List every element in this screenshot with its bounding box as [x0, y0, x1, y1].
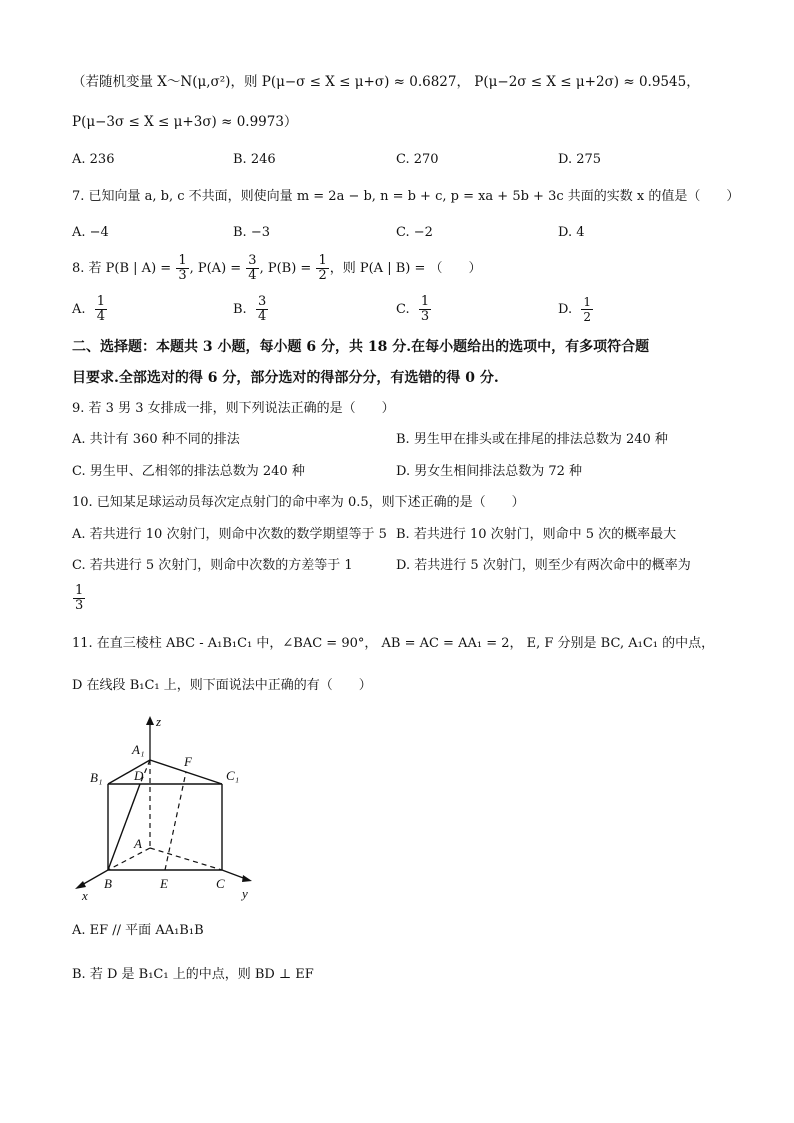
q9-option-a: A. 共计有 360 种不同的排法 [72, 432, 240, 447]
q8-f1-numerator: 1 [178, 253, 187, 268]
q7-stem: 7. 已知向量 a, b, c 不共面，则使向量 m = 2a − b, n = b + c, p = xa + 5b + 3c 共面的实数 x 的值是（ ） [72, 189, 740, 204]
q10-option-a: A. 若共进行 10 次射门，则命中次数的数学期望等于 5 [72, 527, 387, 542]
label-c1: C₁ [226, 768, 240, 783]
label-c: C [216, 876, 225, 891]
q8-option-b-fraction [256, 295, 268, 324]
q8-option-a-label: A. [72, 302, 86, 317]
q10-stem: 10. 已知某足球运动员每次定点射门的命中率为 0.5，则下述正确的是（ ） [72, 495, 525, 510]
q6-note-line2: P(μ−3σ ≤ X ≤ μ+3σ) ≈ 0.9973） [72, 114, 298, 130]
q8-f2-denominator: 4 [248, 268, 257, 283]
q8-c-denominator: 3 [420, 309, 430, 324]
label-e: E [160, 876, 168, 891]
q9-option-c: C. 男生甲、乙相邻的排法总数为 240 种 [72, 464, 305, 479]
q10-option-d: D. 若共进行 5 次射门，则至少有两次命中的概率为 [396, 558, 691, 573]
q8-option-d [558, 293, 594, 327]
q8-stem-mid2: , P(B) = [259, 261, 316, 276]
q10-d-denominator: 3 [75, 598, 84, 613]
q8-fraction-1 [176, 254, 188, 283]
q10-d-numerator: 1 [75, 583, 84, 598]
q8-option-b-label: B. [233, 302, 247, 317]
label-b: B [104, 876, 112, 891]
q11-line1: 11. 在直三棱柱 ABC - A₁B₁C₁ 中，∠BAC = 90°， AB = AC = AA₁ = 2， E, F 分别是 BC, A₁C₁ 的中点， [72, 636, 715, 651]
section2-heading-line2: 目要求.全部选对的得 6 分，部分选对的得部分分，有选错的得 0 分. [72, 370, 499, 386]
q10-d-frac [73, 584, 85, 613]
q11-line2: D 在线段 B₁C₁ 上，则下面说法中正确的有（ ） [72, 678, 372, 693]
q10-option-b: B. 若共进行 10 次射门，则命中 5 次的概率最大 [396, 527, 677, 542]
q8-option-a-fraction [95, 295, 107, 324]
q8-stem-mid1: , P(A) = [189, 261, 246, 276]
q8-option-c [396, 293, 432, 327]
q10-option-c: C. 若共进行 5 次射门，则命中次数的方差等于 1 [72, 558, 353, 573]
q6-option-c: C. 270 [396, 152, 439, 167]
q9-stem: 9. 若 3 男 3 女排成一排，则下列说法正确的是（ ） [72, 401, 395, 416]
q8-f3-denominator: 2 [318, 268, 327, 283]
q8-f3-numerator: 1 [318, 253, 327, 268]
q6-option-b: B. 246 [233, 152, 276, 167]
section2-heading-line1: 二、选择题：本题共 3 小题，每小题 6 分，共 18 分.在每小题给出的选项中，有多项符合题 [72, 339, 650, 355]
q8-option-d-label: D. [558, 302, 573, 317]
q8-stem-post: ，则 P(A | B) = （ ） [329, 261, 482, 276]
prism-figure [70, 712, 280, 902]
q8-f2-numerator: 3 [248, 253, 257, 268]
q8-b-numerator: 3 [257, 294, 267, 309]
q8-option-d-fraction [581, 295, 593, 324]
q7-option-d: D. 4 [558, 225, 585, 240]
q8-option-b [233, 293, 269, 327]
q6-note-line1: （若随机变量 X～N(μ,σ²)，则 P(μ−σ ≤ X ≤ μ+σ) ≈ 0.6827， P(μ−2σ ≤ X ≤ μ+2σ) ≈ 0.9545， [72, 74, 700, 90]
q7-option-c: C. −2 [396, 225, 433, 240]
q11-option-b: B. 若 D 是 B₁C₁ 上的中点，则 BD ⊥ EF [72, 967, 314, 982]
q8-fraction-3 [316, 254, 328, 283]
q8-option-c-label: C. [396, 302, 410, 317]
q6-option-d: D. 275 [558, 152, 602, 167]
q9-option-d: D. 男女生相间排法总数为 72 种 [396, 464, 583, 479]
label-d: D [134, 768, 144, 783]
q8-d-denominator: 2 [583, 310, 591, 324]
label-y: y [242, 886, 248, 901]
q8-option-c-fraction [419, 295, 431, 324]
label-f: F [184, 754, 192, 769]
q11-option-a: A. EF // 平面 AA₁B₁B [72, 923, 204, 938]
q8-f1-denominator: 3 [178, 268, 187, 283]
q8-a-numerator: 1 [96, 294, 106, 309]
q8-c-numerator: 1 [420, 294, 430, 309]
label-a: A [134, 836, 142, 851]
label-x: x [82, 888, 88, 902]
label-a1: A₁ [132, 742, 145, 757]
q8-a-denominator: 4 [96, 309, 106, 324]
q8-b-denominator: 4 [257, 309, 267, 324]
q8-stem-pre: 8. 若 P(B | A) = [72, 261, 176, 276]
q10-option-d-fraction [72, 584, 86, 613]
q7-option-a: A. −4 [72, 225, 109, 240]
q8-stem [72, 252, 482, 286]
q8-option-a [72, 293, 108, 327]
label-z: z [156, 714, 162, 729]
label-b1: B₁ [90, 770, 103, 785]
q9-option-b: B. 男生甲在排头或在排尾的排法总数为 240 种 [396, 432, 668, 447]
q6-option-a: A. 236 [72, 152, 115, 167]
q8-fraction-2 [246, 254, 258, 283]
q8-d-numerator: 1 [583, 295, 591, 309]
q7-option-b: B. −3 [233, 225, 270, 240]
